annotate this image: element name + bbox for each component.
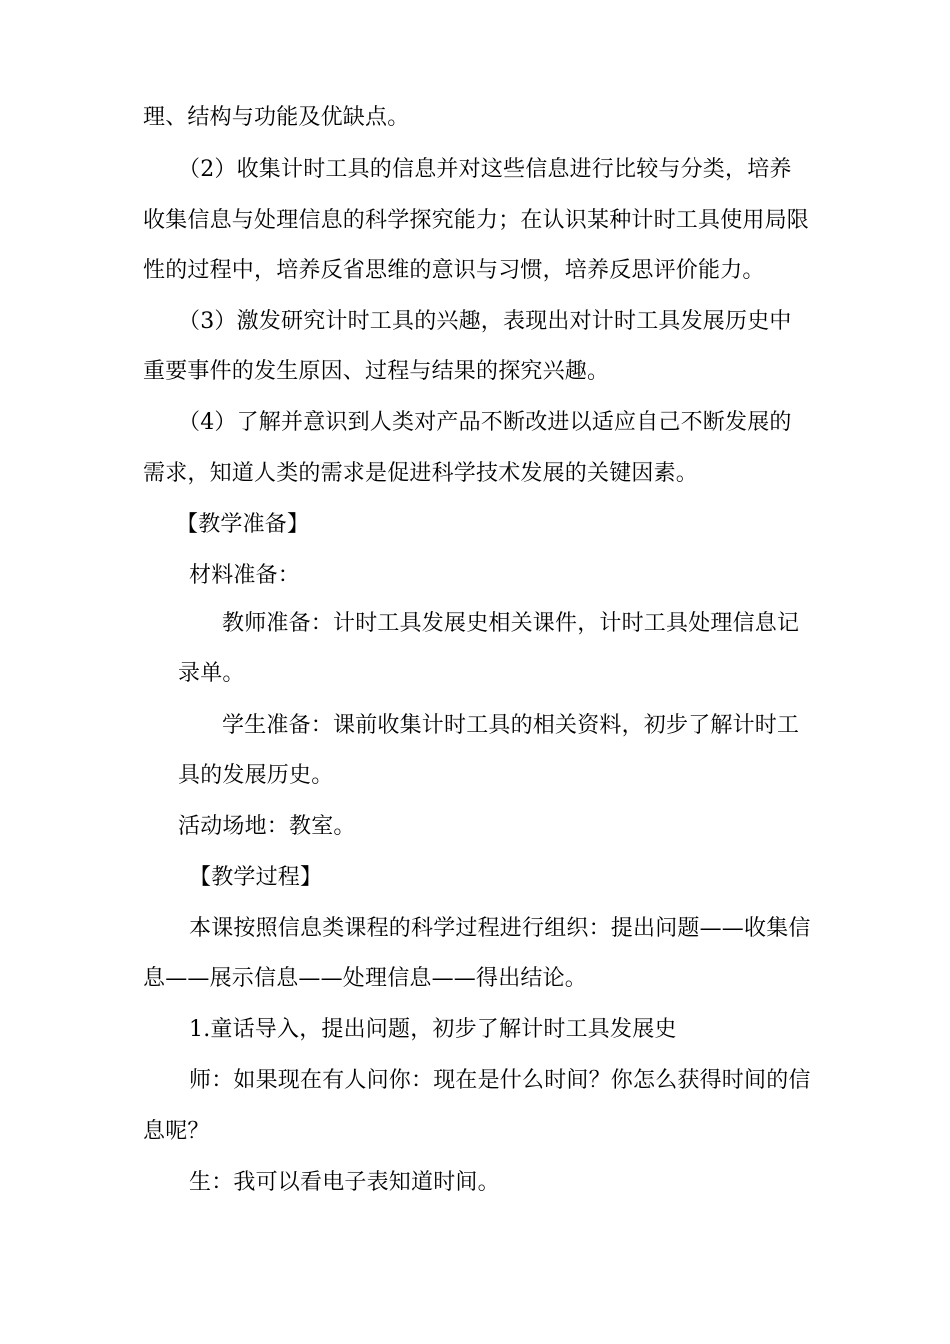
text-line: （2）收集计时工具的信息并对这些信息进行比较与分类，培养: [178, 157, 792, 182]
text-line: 重要事件的发生原因、过程与结果的探究兴趣。: [143, 359, 610, 384]
text-line: 教师准备：计时工具发展史相关课件，计时工具处理信息记: [222, 611, 800, 636]
text-line: 需求，知道人类的需求是促进科学技术发展的关键因素。: [143, 461, 699, 486]
text-line: 具的发展历史。: [178, 763, 334, 788]
text-line: 生：我可以看电子表知道时间。: [189, 1170, 500, 1195]
text-line: （4）了解并意识到人类对产品不断改进以适应自己不断发展的: [178, 410, 792, 435]
text-line: 活动场地：教室。: [178, 814, 356, 839]
section-heading: 【教学过程】: [189, 865, 323, 890]
text-line: 学生准备：课前收集计时工具的相关资料，初步了解计时工: [222, 713, 800, 738]
text-line: 收集信息与处理信息的科学探究能力；在认识某种计时工具使用局限: [143, 208, 810, 233]
text-line: 师：如果现在有人问你：现在是什么时间？你怎么获得时间的信: [189, 1068, 811, 1093]
text-line: 息——展示信息——处理信息——得出结论。: [143, 966, 588, 991]
section-heading: 【教学准备】: [176, 512, 310, 537]
text-line: 录单。: [178, 661, 245, 686]
text-line: 性的过程中，培养反省思维的意识与习惯，培养反思评价能力。: [143, 258, 765, 283]
text-line: 本课按照信息类课程的科学过程进行组织：提出问题——收集信: [189, 916, 811, 941]
text-line: 材料准备：: [189, 563, 301, 588]
text-line: （3）激发研究计时工具的兴趣，表现出对计时工具发展历史中: [178, 309, 792, 334]
text-line: 1.童话导入，提出问题，初步了解计时工具发展史: [189, 1017, 677, 1042]
text-line: 理、结构与功能及优缺点。: [143, 105, 410, 130]
text-line: 息呢？: [143, 1119, 210, 1144]
